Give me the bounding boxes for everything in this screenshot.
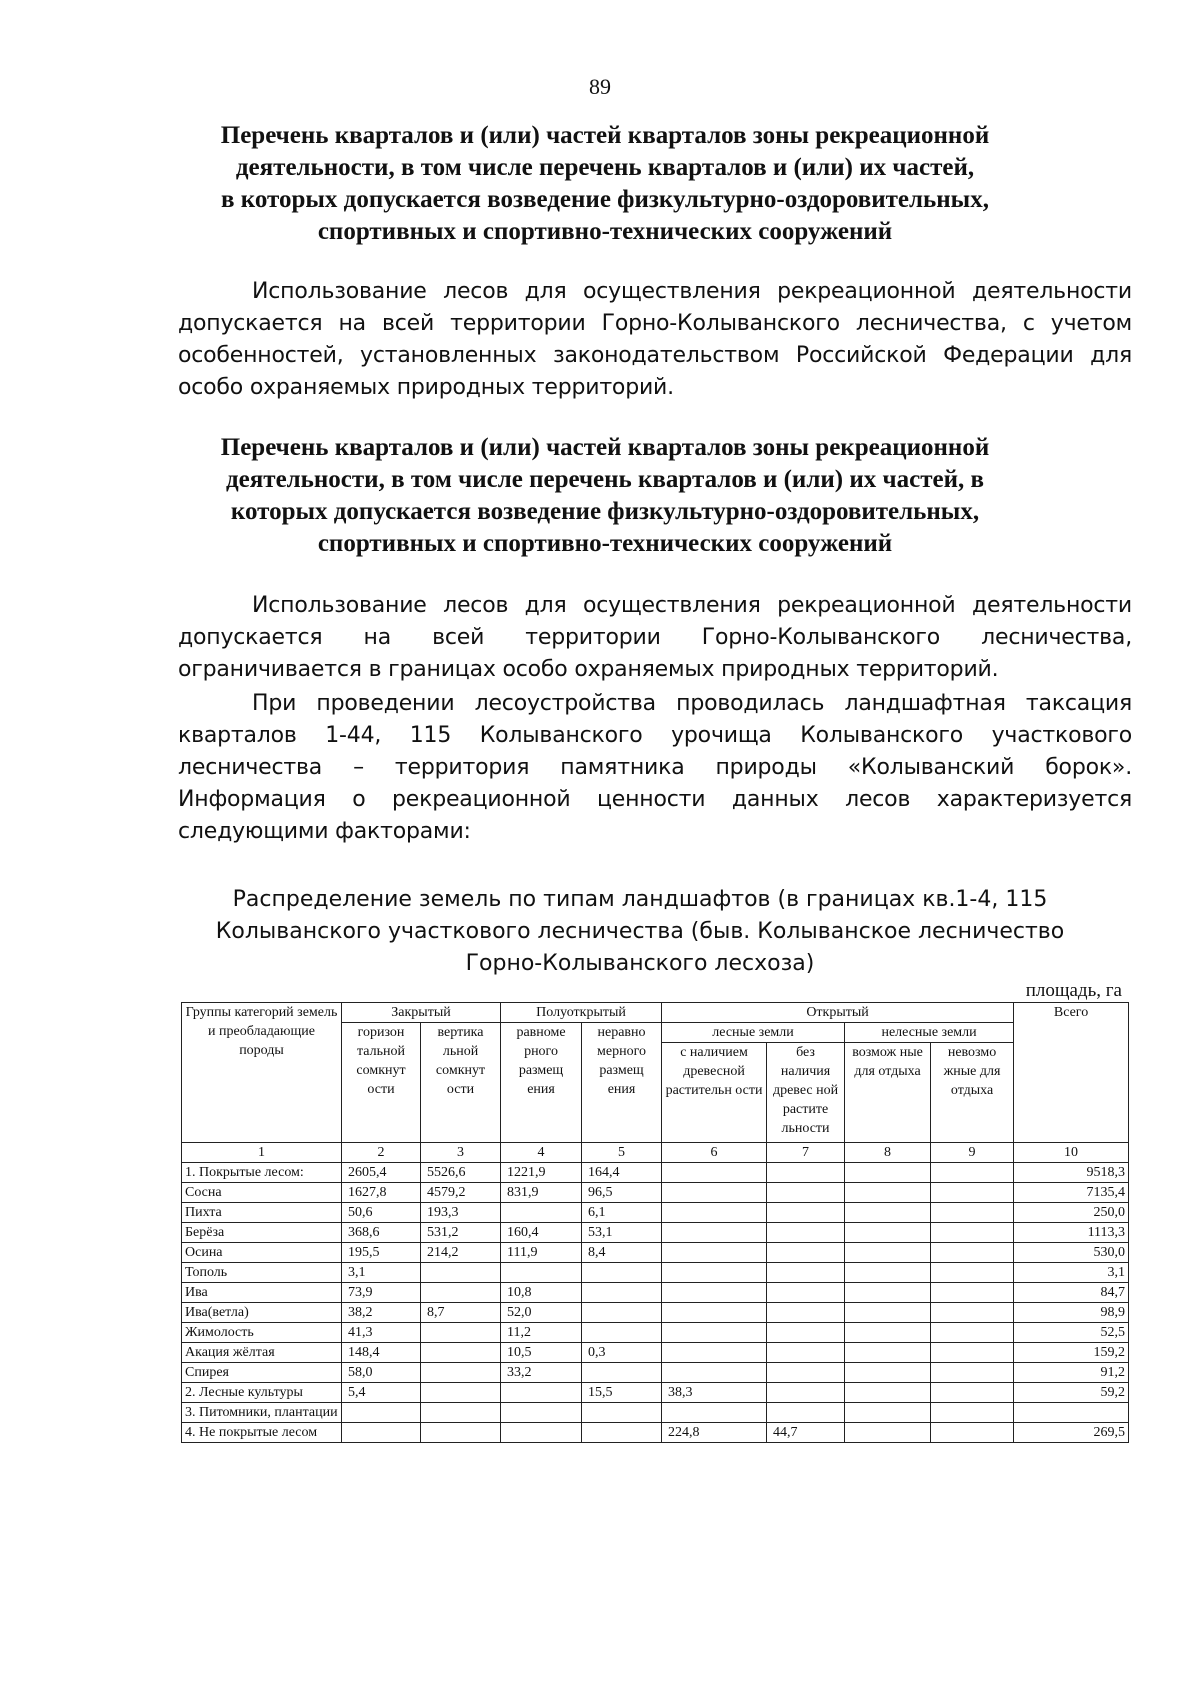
cell-c6 — [662, 1183, 767, 1203]
header-col6: с наличием древесной растительн ости — [662, 1043, 767, 1143]
index-cell: 7 — [767, 1143, 845, 1163]
cell-c10: 269,5 — [1014, 1423, 1129, 1443]
cell-c4: 33,2 — [501, 1363, 582, 1383]
heading-line: деятельности, в том числе перечень кварталов и (или) их частей, — [235, 154, 975, 181]
row-label: Берёза — [182, 1223, 342, 1243]
row-label: 2. Лесные культуры — [182, 1383, 342, 1403]
cell-c4 — [501, 1423, 582, 1443]
heading-line: в которых допускается возведение физкультурно-оздоровительных, — [221, 186, 989, 213]
cell-c2: 58,0 — [342, 1363, 421, 1383]
row-label: Ива — [182, 1283, 342, 1303]
caption-line: Горно-Колыванского лесхоза) — [465, 951, 815, 976]
cell-c7 — [767, 1163, 845, 1183]
unit-label: площадь, га — [1025, 980, 1122, 1001]
index-cell: 5 — [582, 1143, 662, 1163]
table-row — [182, 1303, 1129, 1323]
cell-c5 — [582, 1303, 662, 1323]
cell-c5: 6,1 — [582, 1203, 662, 1223]
cell-c3: 4579,2 — [421, 1183, 501, 1203]
section-heading-2 — [180, 432, 1030, 560]
cell-c7 — [767, 1263, 845, 1283]
cell-c8 — [845, 1183, 931, 1203]
cell-c2: 2605,4 — [342, 1163, 421, 1183]
cell-c10: 1113,3 — [1014, 1223, 1129, 1243]
cell-c7 — [767, 1383, 845, 1403]
cell-c4: 10,8 — [501, 1283, 582, 1303]
cell-c5 — [582, 1283, 662, 1303]
cell-c3 — [421, 1423, 501, 1443]
cell-c3 — [421, 1283, 501, 1303]
cell-c8 — [845, 1343, 931, 1363]
cell-c4 — [501, 1203, 582, 1223]
header-col9: невозмо жные для отдыха — [931, 1043, 1014, 1143]
cell-c8 — [845, 1203, 931, 1223]
cell-c7 — [767, 1203, 845, 1223]
index-cell: 10 — [1014, 1143, 1129, 1163]
cell-c8 — [845, 1303, 931, 1323]
cell-c9 — [931, 1323, 1014, 1343]
cell-c6 — [662, 1243, 767, 1263]
cell-c4 — [501, 1403, 582, 1423]
header-semi-open: Полуоткрытый — [501, 1003, 662, 1023]
cell-c3: 531,2 — [421, 1223, 501, 1243]
table-body — [182, 1143, 1129, 1443]
cell-c6 — [662, 1303, 767, 1323]
cell-c10: 59,2 — [1014, 1383, 1129, 1403]
cell-c5 — [582, 1423, 662, 1443]
cell-c10: 52,5 — [1014, 1323, 1129, 1343]
heading-line: Перечень кварталов и (или) частей кварталов зоны рекреационной — [220, 434, 990, 461]
cell-c5: 53,1 — [582, 1223, 662, 1243]
table-row — [182, 1323, 1129, 1343]
cell-c2 — [342, 1423, 421, 1443]
heading-line: спортивных и спортивно-технических сооружений — [317, 218, 893, 245]
table-row — [182, 1343, 1129, 1363]
row-label: Спирея — [182, 1363, 342, 1383]
cell-c9 — [931, 1183, 1014, 1203]
cell-c5 — [582, 1263, 662, 1283]
cell-c10: 3,1 — [1014, 1263, 1129, 1283]
header-groups: Группы категорий земель и преобладающие породы — [182, 1003, 342, 1143]
cell-c3 — [421, 1323, 501, 1343]
cell-c9 — [931, 1203, 1014, 1223]
index-cell: 2 — [342, 1143, 421, 1163]
index-cell: 4 — [501, 1143, 582, 1163]
cell-c4: 831,9 — [501, 1183, 582, 1203]
section-heading-1 — [180, 120, 1030, 248]
cell-c6 — [662, 1283, 767, 1303]
index-cell: 6 — [662, 1143, 767, 1163]
cell-c6 — [662, 1323, 767, 1343]
cell-c7: 44,7 — [767, 1423, 845, 1443]
cell-c3: 193,3 — [421, 1203, 501, 1223]
cell-c4: 10,5 — [501, 1343, 582, 1363]
cell-c9 — [931, 1403, 1014, 1423]
paragraph-3: При проведении лесоустройства проводилась ландшафтная таксация кварталов 1-44, 115 Колыванского урочища Колыванского участкового лесничества – территория памятника природы «Колыванский борок». Информация о рекреационной ценности данных лесов характеризуется следующими факторами: — [178, 691, 1132, 844]
cell-c9 — [931, 1343, 1014, 1363]
cell-c8 — [845, 1423, 931, 1443]
cell-c3 — [421, 1343, 501, 1363]
table-row — [182, 1163, 1129, 1183]
table-row — [182, 1403, 1129, 1423]
cell-c10: 159,2 — [1014, 1343, 1129, 1363]
index-cell: 1 — [182, 1143, 342, 1163]
header-col5: неравно мерного размещ ения — [582, 1023, 662, 1143]
header-col4: равноме рного размещ ения — [501, 1023, 582, 1143]
cell-c7 — [767, 1343, 845, 1363]
row-label: Тополь — [182, 1263, 342, 1283]
cell-c4 — [501, 1383, 582, 1403]
cell-c8 — [845, 1243, 931, 1263]
cell-c9 — [931, 1223, 1014, 1243]
cell-c7 — [767, 1243, 845, 1263]
heading-line: деятельности, в том числе перечень кварталов и (или) их частей, в — [226, 466, 984, 493]
header-col3: вертика льной сомкнут ости — [421, 1023, 501, 1143]
cell-c8 — [845, 1363, 931, 1383]
header-forest-lands: лесные земли — [662, 1023, 845, 1043]
cell-c2 — [342, 1403, 421, 1423]
cell-c7 — [767, 1283, 845, 1303]
heading-line: спортивных и спортивно-технических сооружений — [317, 530, 893, 557]
header-closed: Закрытый — [342, 1003, 501, 1023]
cell-c10: 250,0 — [1014, 1203, 1129, 1223]
cell-c8 — [845, 1383, 931, 1403]
cell-c5: 96,5 — [582, 1183, 662, 1203]
cell-c2: 195,5 — [342, 1243, 421, 1263]
cell-c6 — [662, 1203, 767, 1223]
cell-c9 — [931, 1283, 1014, 1303]
cell-c3: 5526,6 — [421, 1163, 501, 1183]
header-nonforest-lands: нелесные земли — [845, 1023, 1014, 1043]
table-row — [182, 1243, 1129, 1263]
cell-c6 — [662, 1223, 767, 1243]
cell-c5: 0,3 — [582, 1343, 662, 1363]
row-label: 3. Питомники, плантации — [182, 1403, 342, 1423]
cell-c6: 224,8 — [662, 1423, 767, 1443]
index-cell: 8 — [845, 1143, 931, 1163]
cell-c7 — [767, 1183, 845, 1203]
table-row — [182, 1383, 1129, 1403]
cell-c2: 148,4 — [342, 1343, 421, 1363]
row-label: Акация жёлтая — [182, 1343, 342, 1363]
cell-c4: 111,9 — [501, 1243, 582, 1263]
cell-c9 — [931, 1263, 1014, 1283]
cell-c7 — [767, 1323, 845, 1343]
cell-c8 — [845, 1403, 931, 1423]
cell-c7 — [767, 1403, 845, 1423]
header-col8: возмож ные для отдыха — [845, 1043, 931, 1143]
cell-c10: 98,9 — [1014, 1303, 1129, 1323]
table-row — [182, 1183, 1129, 1203]
cell-c4: 1221,9 — [501, 1163, 582, 1183]
cell-c10: 84,7 — [1014, 1283, 1129, 1303]
cell-c3: 8,7 — [421, 1303, 501, 1323]
row-label: Пихта — [182, 1203, 342, 1223]
cell-c2: 5,4 — [342, 1383, 421, 1403]
cell-c6 — [662, 1163, 767, 1183]
cell-c7 — [767, 1363, 845, 1383]
row-label: 4. Не покрытые лесом — [182, 1423, 342, 1443]
table-row — [182, 1423, 1129, 1443]
cell-c5: 164,4 — [582, 1163, 662, 1183]
header-total: Всего — [1014, 1003, 1129, 1143]
header-open: Открытый — [662, 1003, 1014, 1023]
row-label: Ива(ветла) — [182, 1303, 342, 1323]
table-caption — [160, 884, 1120, 980]
cell-c9 — [931, 1383, 1014, 1403]
heading-line: которых допускается возведение физкультурно-оздоровительных, — [230, 498, 980, 525]
cell-c2: 50,6 — [342, 1203, 421, 1223]
header-col7: без наличия древес ной растите льности — [767, 1043, 845, 1143]
cell-c8 — [845, 1163, 931, 1183]
cell-c10: 9518,3 — [1014, 1163, 1129, 1183]
cell-c2: 38,2 — [342, 1303, 421, 1323]
cell-c9 — [931, 1363, 1014, 1383]
table-row — [182, 1203, 1129, 1223]
cell-c4 — [501, 1263, 582, 1283]
table-row — [182, 1283, 1129, 1303]
cell-c8 — [845, 1223, 931, 1243]
cell-c5 — [582, 1403, 662, 1423]
row-label: 1. Покрытые лесом: — [182, 1163, 342, 1183]
cell-c2: 3,1 — [342, 1263, 421, 1283]
cell-c3: 214,2 — [421, 1243, 501, 1263]
cell-c6 — [662, 1403, 767, 1423]
caption-line: Распределение земель по типам ландшафтов (в границах кв.1-4, 115 — [232, 887, 1048, 912]
cell-c8 — [845, 1263, 931, 1283]
cell-c4: 52,0 — [501, 1303, 582, 1323]
index-row — [182, 1143, 1129, 1163]
cell-c5 — [582, 1323, 662, 1343]
cell-c2: 368,6 — [342, 1223, 421, 1243]
cell-c6 — [662, 1263, 767, 1283]
cell-c6 — [662, 1343, 767, 1363]
cell-c9 — [931, 1243, 1014, 1263]
row-label: Сосна — [182, 1183, 342, 1203]
table-row — [182, 1263, 1129, 1283]
cell-c9 — [931, 1423, 1014, 1443]
heading-line: Перечень кварталов и (или) частей кварталов зоны рекреационной — [220, 122, 990, 149]
cell-c10 — [1014, 1403, 1129, 1423]
paragraph-1: Использование лесов для осуществления рекреационной деятельности допускается на всей территории Горно-Колыванского лесничества, с учетом особенностей, установленных законодательством Российской Федерации для особо охраняемых природных территорий. — [178, 279, 1132, 400]
cell-c5: 15,5 — [582, 1383, 662, 1403]
cell-c9 — [931, 1303, 1014, 1323]
cell-c6 — [662, 1363, 767, 1383]
cell-c3 — [421, 1363, 501, 1383]
index-cell: 9 — [931, 1143, 1014, 1163]
cell-c5 — [582, 1363, 662, 1383]
cell-c3 — [421, 1383, 501, 1403]
row-label: Жимолость — [182, 1323, 342, 1343]
cell-c7 — [767, 1303, 845, 1323]
table-row — [182, 1363, 1129, 1383]
cell-c3 — [421, 1403, 501, 1423]
cell-c10: 7135,4 — [1014, 1183, 1129, 1203]
paragraph-2: Использование лесов для осуществления рекреационной деятельности допускается на всей территории Горно-Колыванского лесничества, ограничивается в границах особо охраняемых природных территорий. — [178, 593, 1132, 682]
cell-c3 — [421, 1263, 501, 1283]
cell-c10: 530,0 — [1014, 1243, 1129, 1263]
cell-c5: 8,4 — [582, 1243, 662, 1263]
cell-c8 — [845, 1323, 931, 1343]
cell-c4: 11,2 — [501, 1323, 582, 1343]
cell-c8 — [845, 1283, 931, 1303]
page-number: 89 — [589, 74, 611, 99]
cell-c2: 1627,8 — [342, 1183, 421, 1203]
caption-line: Колыванского участкового лесничества (быв. Колыванское лесничество — [215, 919, 1065, 944]
table-row — [182, 1223, 1129, 1243]
cell-c6: 38,3 — [662, 1383, 767, 1403]
header-col2: горизон тальной сомкнут ости — [342, 1023, 421, 1143]
cell-c10: 91,2 — [1014, 1363, 1129, 1383]
cell-c2: 41,3 — [342, 1323, 421, 1343]
index-cell: 3 — [421, 1143, 501, 1163]
cell-c2: 73,9 — [342, 1283, 421, 1303]
table-header — [182, 1003, 1129, 1143]
cell-c9 — [931, 1163, 1014, 1183]
cell-c7 — [767, 1223, 845, 1243]
row-label: Осина — [182, 1243, 342, 1263]
cell-c4: 160,4 — [501, 1223, 582, 1243]
landscape-distribution-table — [181, 1002, 1129, 1443]
